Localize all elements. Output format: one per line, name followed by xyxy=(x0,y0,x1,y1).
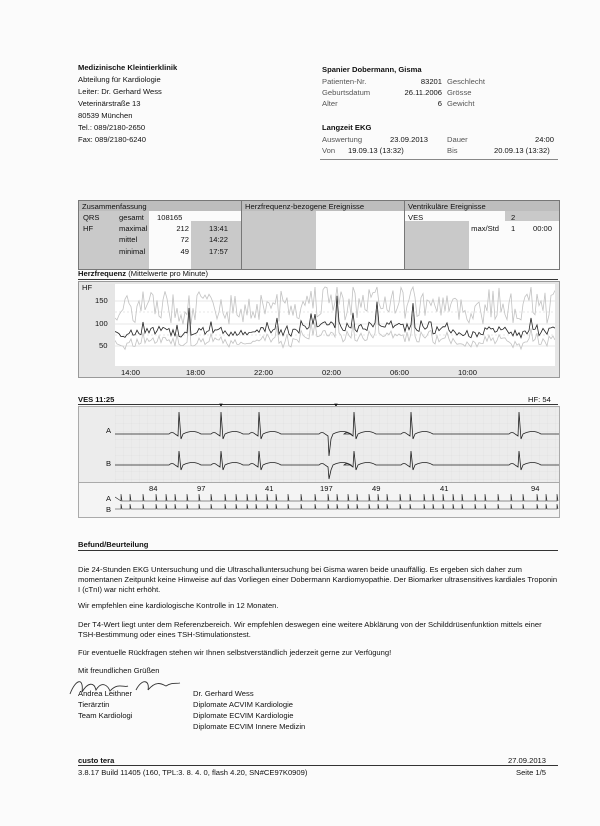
ecg-hf: HF: 54 xyxy=(528,395,551,404)
ecg-title: VES 11:25 xyxy=(78,395,115,404)
clinic-city: 80539 München xyxy=(78,111,133,120)
total-label: gesamt xyxy=(119,213,144,222)
hr-xtick-1800: 18:00 xyxy=(186,368,206,377)
hr-chart-title-rest: (Mittelwerte pro Minute) xyxy=(126,269,208,278)
hr-events-title: Herzfrequenz-bezogene Ereignisse xyxy=(245,202,365,211)
findings-p1: Die 24-Stunden EKG Untersuchung und die Ultraschalluntersuchung bei Gisma waren beide unauffällig. Es ergeben sich daher zum momentanen Zeitpunkt keine Hinweise auf das Vorliegen einer Dobermann Kardiomyopathie. Der Biomarker ultrasensitives kardiales Troponin I (cTnI) war nicht erhöht. xyxy=(78,565,558,594)
hf-max: 212 xyxy=(176,224,189,233)
hr-events-table xyxy=(241,200,405,270)
hr-xtick-0200: 02:00 xyxy=(322,368,342,377)
overview-lead-b: B xyxy=(106,505,112,514)
sig-right-3: Diplomate ECVIM Innere Medizin xyxy=(193,722,306,731)
vent-events-table xyxy=(404,200,560,270)
hr-ytick-150: 150 xyxy=(95,296,108,305)
maxstd-value: 1 xyxy=(511,224,516,233)
sig-left-team: Team Kardiologi xyxy=(78,711,133,720)
ves-count: 2 xyxy=(511,213,516,222)
rr-4: 197 xyxy=(320,484,333,493)
ecg-rule xyxy=(78,404,558,405)
lead-b-label: B xyxy=(106,459,112,468)
findings-p2: Wir empfehlen eine kardiologische Kontrolle in 12 Monaten. xyxy=(78,601,279,610)
patient-nr-label: Patienten-Nr. xyxy=(322,77,367,86)
sig-left-role: Tierärztin xyxy=(78,700,110,709)
overview-a-trace xyxy=(115,494,558,501)
duration-value: 24:00 xyxy=(534,135,554,144)
hr-xtick-1000: 10:00 xyxy=(458,368,478,377)
patient-divider xyxy=(320,159,558,160)
rr-3: 41 xyxy=(265,484,274,493)
overview-lead-a: A xyxy=(106,494,112,503)
vent-events-title: Ventrikuläre Ereignisse xyxy=(408,202,486,211)
ves-label: VES xyxy=(408,213,424,222)
to-label: Bis xyxy=(447,146,458,155)
hr-xtick-2200: 22:00 xyxy=(254,368,274,377)
from-label: Von xyxy=(322,146,336,155)
ecg-traces xyxy=(115,407,559,483)
ecg-panel xyxy=(78,406,560,484)
qrs-label: QRS xyxy=(83,213,100,222)
rr-7: 94 xyxy=(531,484,540,493)
clinic-head: Leiter: Dr. Gerhard Wess xyxy=(78,87,162,96)
hr-ylabel: HF xyxy=(82,283,93,292)
sig-right-1: Diplomate ACVIM Kardiologie xyxy=(193,700,294,709)
ecg-grid xyxy=(115,407,559,483)
to-value: 20.09.13 (13:32) xyxy=(494,146,550,155)
hr-chart-rule xyxy=(78,279,558,280)
patient-weight-label: Gewicht xyxy=(447,99,475,108)
clinic-street: Veterinärstraße 13 xyxy=(78,99,141,108)
eval-date: 23.09.2013 xyxy=(390,135,429,144)
from-value: 19.09.13 (13:32) xyxy=(348,146,404,155)
patient-gender-label: Geschlecht xyxy=(447,77,485,86)
hr-chart-title xyxy=(78,269,208,278)
patient-size-label: Grösse xyxy=(447,88,472,97)
sig-right-name: Dr. Gerhard Wess xyxy=(193,689,254,698)
footer-page: Seite 1/5 xyxy=(516,768,546,777)
duration-label: Dauer xyxy=(447,135,468,144)
patient-age: 6 xyxy=(437,99,442,108)
patient-name: Spanier Dobermann, Gisma xyxy=(322,65,422,74)
patient-dob-label: Geburtsdatum xyxy=(322,88,371,97)
hr-trend-plot xyxy=(115,284,555,366)
overview-b-trace xyxy=(115,504,558,509)
clinic-dept: Abteilung für Kardiologie xyxy=(78,75,161,84)
summary-title: Zusammenfassung xyxy=(82,202,147,211)
findings-p3: Der T4-Wert liegt unter dem Referenzbereich. Wir empfehlen deswegen eine weitere Abklärung von der Schilddrüsenfunktion mittels einer TSH-Bestimmung oder eines TSH-Stimulationstest. xyxy=(78,620,542,639)
hf-max-time: 13:41 xyxy=(209,224,229,233)
recording-title: Langzeit EKG xyxy=(322,123,372,132)
footer-build: 3.8.17 Build 11405 (160, TPL:3. 8. 4. 0, flash 4.20, SN#CE97K0909) xyxy=(78,768,308,777)
hr-chart-title-bold: Herzfrequenz xyxy=(78,269,127,278)
hr-chart xyxy=(78,281,560,378)
rhythm-traces xyxy=(115,493,559,517)
mid-label: mittel xyxy=(119,235,138,244)
maxstd-time: 00:00 xyxy=(533,224,553,233)
hr-xtick-0600: 06:00 xyxy=(390,368,410,377)
rr-1: 84 xyxy=(149,484,158,493)
hr-ytick-50: 50 xyxy=(99,341,108,350)
footer-brand: custo tera xyxy=(78,756,115,765)
eval-label: Auswertung xyxy=(322,135,363,144)
hr-ytick-100: 100 xyxy=(95,319,108,328)
rhythm-strip xyxy=(78,482,560,518)
summary-table xyxy=(78,200,242,270)
hf-mid-time: 14:22 xyxy=(209,235,229,244)
footer-rule xyxy=(78,765,558,766)
findings-rule xyxy=(78,550,558,551)
sig-right-2: Diplomate ECVIM Kardiologie xyxy=(193,711,294,720)
hr-xtick-1400: 14:00 xyxy=(121,368,141,377)
clinic-fax: Fax: 089/2180-6240 xyxy=(78,135,146,144)
lead-a-label: A xyxy=(106,426,112,435)
patient-nr: 83201 xyxy=(420,77,442,86)
hf-min-time: 17:57 xyxy=(209,247,229,256)
rr-6: 41 xyxy=(440,484,449,493)
hf-label: HF xyxy=(83,224,94,233)
patient-age-label: Alter xyxy=(322,99,338,108)
hf-min: 49 xyxy=(180,247,189,256)
footer-date: 27.09.2013 xyxy=(508,756,547,765)
hf-mid: 72 xyxy=(180,235,189,244)
rr-2: 97 xyxy=(197,484,206,493)
sig-left-name: Andrea Leithner xyxy=(78,689,133,698)
findings-title: Befund/Beurteilung xyxy=(78,540,149,549)
rr-5: 49 xyxy=(372,484,381,493)
findings-p4: Für eventuelle Rückfragen stehen wir Ihnen selbstverständlich jederzeit gerne zur Verfügung! xyxy=(78,648,392,657)
max-label: maximal xyxy=(119,224,148,233)
patient-dob: 26.11.2006 xyxy=(404,88,442,97)
min-label: minimal xyxy=(119,247,146,256)
clinic-name: Medizinische Kleintierklinik xyxy=(78,63,178,72)
clinic-tel: Tel.: 089/2180-2650 xyxy=(78,123,146,132)
findings-greeting: Mit freundlichen Grüßen xyxy=(78,666,160,675)
qrs-total: 108165 xyxy=(157,213,183,222)
maxstd-label: max/Std xyxy=(471,224,499,233)
